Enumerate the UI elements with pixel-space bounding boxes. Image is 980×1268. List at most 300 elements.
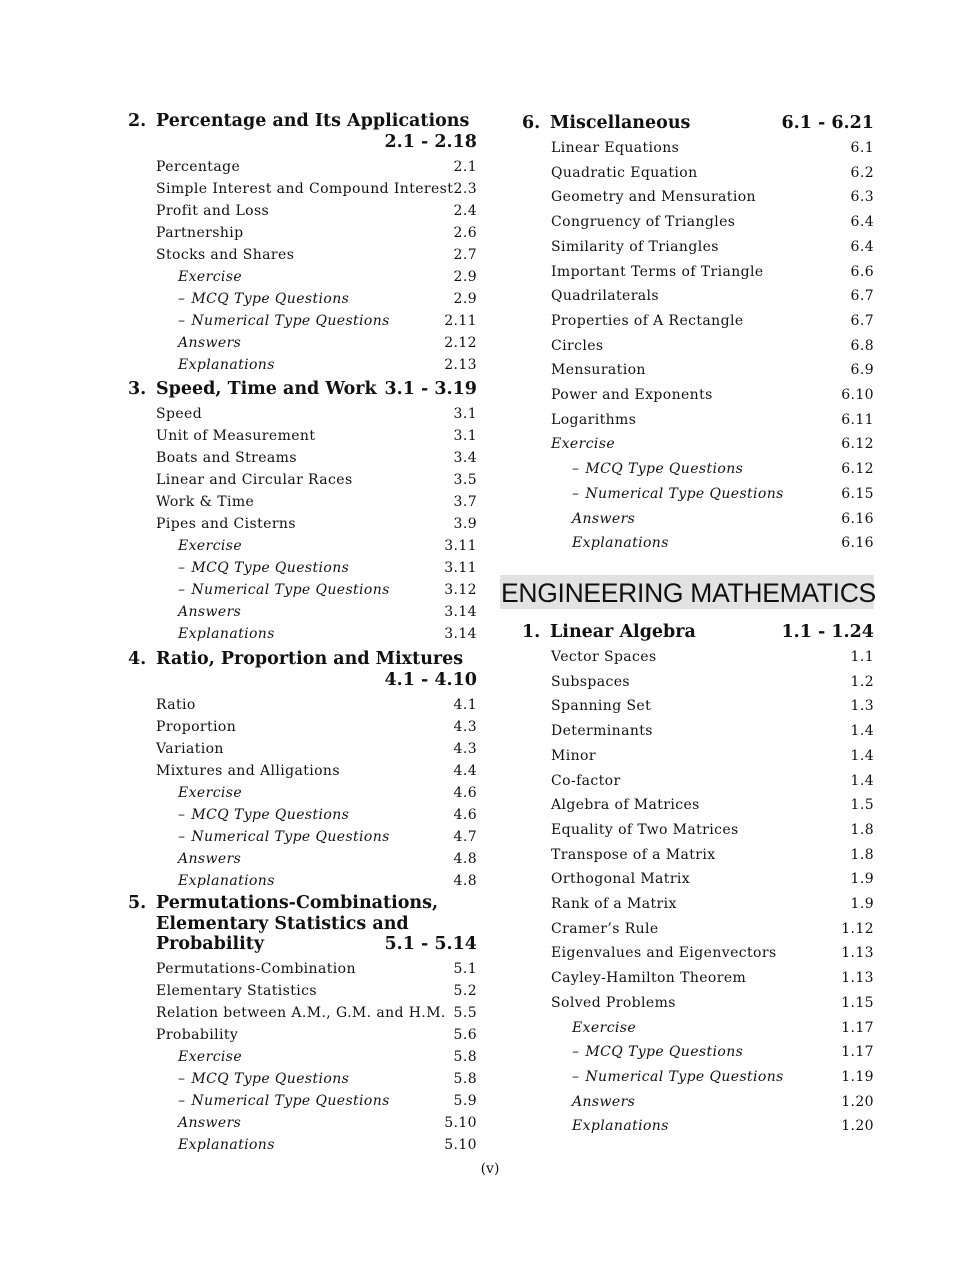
toc-entry-page: 2.12 xyxy=(444,334,477,351)
toc-entry-page: 1.8 xyxy=(850,821,874,838)
toc-entry-text: Geometry and Mensuration xyxy=(551,189,756,206)
dash-glyph: – xyxy=(572,461,580,478)
toc-entry[interactable] xyxy=(572,1093,874,1111)
toc-entry-text: Numerical Type Questions xyxy=(191,1093,390,1109)
toc-entry-text: Linear and Circular Races xyxy=(156,472,353,488)
toc-entry-text: Orthogonal Matrix xyxy=(551,871,691,888)
toc-entry-text: Numerical Type Questions xyxy=(191,312,390,329)
toc-entry-page: 6.12 xyxy=(841,436,874,453)
toc-entry[interactable] xyxy=(156,1004,477,1022)
toc-entry-label xyxy=(178,806,349,824)
toc-entry-label xyxy=(156,696,196,714)
toc-entry-page: 1.8 xyxy=(850,846,874,863)
toc-entry-page: 1.9 xyxy=(850,871,874,888)
toc-entry-label xyxy=(156,762,340,780)
dash-glyph: – xyxy=(178,312,186,329)
toc-entry-page: 1.1 xyxy=(850,649,874,665)
toc-entry-label xyxy=(551,263,764,281)
toc-entry-label xyxy=(156,202,269,220)
toc-entry-page: 3.12 xyxy=(444,582,477,598)
toc-entry-text: Numerical Type Questions xyxy=(585,485,784,502)
toc-entry[interactable] xyxy=(551,969,874,987)
chapter-number: 2. xyxy=(128,111,147,131)
toc-entry-text: Explanations xyxy=(178,356,275,373)
toc-entry-label xyxy=(551,411,636,429)
toc-entry[interactable] xyxy=(178,1070,477,1088)
toc-entry[interactable] xyxy=(178,356,477,374)
toc-entry-label xyxy=(551,722,653,740)
toc-entry-page: 2.9 xyxy=(453,290,477,307)
toc-entry-text: Circles xyxy=(551,337,604,354)
toc-entry[interactable] xyxy=(551,411,874,429)
toc-entry-page: 1.20 xyxy=(841,1118,874,1135)
toc-entry-page: 5.8 xyxy=(453,1049,477,1065)
toc-entry-page: 1.5 xyxy=(850,797,874,814)
toc-entry-page: 3.1 xyxy=(453,406,477,422)
toc-entry-label xyxy=(551,337,603,355)
dash-glyph: – xyxy=(178,290,186,307)
toc-entry[interactable] xyxy=(156,224,477,242)
toc-entry[interactable] xyxy=(551,188,874,206)
toc-entry-page: 6.12 xyxy=(841,461,874,478)
toc-entry[interactable] xyxy=(572,534,874,552)
toc-entry-label xyxy=(156,1026,238,1044)
toc-entry-page: 6.9 xyxy=(850,362,874,379)
toc-entry-label xyxy=(178,828,390,846)
toc-entry-label xyxy=(572,1019,636,1037)
toc-entry[interactable] xyxy=(156,180,477,198)
toc-entry-page: 2.11 xyxy=(444,312,477,329)
toc-entry-label xyxy=(178,312,390,330)
toc-entry[interactable] xyxy=(551,287,874,305)
toc-entry-label xyxy=(551,164,698,182)
toc-entry-text: Exercise xyxy=(178,268,243,285)
toc-entry-label xyxy=(551,386,713,404)
toc-entry[interactable] xyxy=(156,202,477,220)
toc-entry-label xyxy=(156,493,254,511)
chapter-title-line: Linear Algebra xyxy=(550,622,696,642)
toc-entry[interactable] xyxy=(551,673,874,691)
toc-entry-text: Mensuration xyxy=(551,362,646,379)
chapter-page-range: 6.1 - 6.21 xyxy=(781,113,874,133)
toc-entry-text: Vector Spaces xyxy=(551,649,657,665)
toc-entry-label xyxy=(551,994,676,1012)
toc-entry-label xyxy=(178,1136,275,1154)
chapter-title-line: Probability xyxy=(156,934,265,954)
toc-entry-text: Boats and Streams xyxy=(156,450,297,466)
chapter-title-line: Percentage and Its Applications xyxy=(156,111,470,131)
toc-entry-page: 1.2 xyxy=(850,673,874,690)
toc-entry-page: 1.12 xyxy=(841,920,874,937)
toc-entry[interactable] xyxy=(178,290,477,308)
toc-entry-text: Pipes and Cisterns xyxy=(156,516,296,532)
toc-entry-label xyxy=(178,850,241,868)
toc-entry-text: Elementary Statistics xyxy=(156,983,317,999)
toc-entry-page: 3.7 xyxy=(453,494,477,510)
toc-entry[interactable] xyxy=(178,334,477,352)
toc-entry-page: 3.4 xyxy=(453,450,477,466)
toc-entry[interactable] xyxy=(178,784,477,802)
toc-entry-page: 6.10 xyxy=(841,387,874,403)
toc-entry-page: 6.7 xyxy=(850,288,874,305)
toc-entry[interactable] xyxy=(156,740,477,758)
toc-entry[interactable] xyxy=(178,625,477,643)
toc-entry-page: 3.5 xyxy=(453,472,477,488)
toc-entry-label xyxy=(178,290,349,308)
toc-entry-text: Numerical Type Questions xyxy=(191,582,390,598)
toc-entry-text: Stocks and Shares xyxy=(156,246,295,263)
toc-entry[interactable] xyxy=(551,870,874,888)
toc-entry-text: Explanations xyxy=(178,872,275,889)
toc-entry-page: 3.1 xyxy=(453,428,477,444)
toc-entry-page: 1.17 xyxy=(841,1044,874,1061)
toc-entry[interactable] xyxy=(156,427,477,445)
toc-entry[interactable] xyxy=(178,312,477,330)
toc-entry[interactable] xyxy=(178,806,477,824)
toc-entry-page: 1.4 xyxy=(850,747,874,764)
toc-entry[interactable] xyxy=(551,648,874,666)
toc-entry-text: Subspaces xyxy=(551,673,630,690)
toc-entry-text: Probability xyxy=(156,1027,239,1043)
toc-entry[interactable] xyxy=(178,581,477,599)
toc-entry-page: 1.15 xyxy=(841,994,874,1011)
toc-entry-label xyxy=(551,188,756,206)
toc-entry[interactable] xyxy=(156,246,477,264)
toc-entry-text: Determinants xyxy=(551,723,653,740)
toc-entry-text: Answers xyxy=(178,604,242,620)
toc-entry[interactable] xyxy=(156,960,477,978)
toc-entry[interactable] xyxy=(572,460,874,478)
toc-entry-page: 3.11 xyxy=(444,560,477,576)
toc-entry-label xyxy=(178,1092,390,1110)
toc-entry[interactable] xyxy=(156,449,477,467)
toc-entry-text: Variation xyxy=(156,740,224,757)
toc-entry-page: 1.20 xyxy=(841,1093,874,1110)
toc-entry-page: 3.9 xyxy=(453,516,477,532)
chapter-number: 3. xyxy=(128,379,147,399)
toc-entry[interactable] xyxy=(156,405,477,423)
toc-entry-text: Cayley-Hamilton Theorem xyxy=(551,970,747,987)
toc-entry-page: 6.1 xyxy=(850,140,874,156)
toc-entry-page: 2.3 xyxy=(453,180,477,197)
toc-entry-page: 6.2 xyxy=(850,164,874,181)
toc-entry-text: Transpose of a Matrix xyxy=(551,846,716,863)
dash-glyph: – xyxy=(572,485,580,502)
toc-entry-page: 5.10 xyxy=(444,1137,477,1153)
toc-entry-text: Exercise xyxy=(572,1019,637,1036)
toc-entry[interactable] xyxy=(551,747,874,765)
dash-glyph: – xyxy=(178,1093,186,1109)
chapter-title-line: Permutations-Combinations, xyxy=(156,893,439,913)
toc-entry[interactable] xyxy=(572,510,874,528)
toc-entry-label xyxy=(551,870,690,888)
toc-entry-text: Cramer’s Rule xyxy=(551,920,659,937)
toc-entry[interactable] xyxy=(551,386,874,404)
toc-entry-page: 3.14 xyxy=(444,626,477,642)
toc-entry-label xyxy=(156,982,317,1000)
toc-entry[interactable] xyxy=(551,821,874,839)
toc-entry[interactable] xyxy=(551,994,874,1012)
toc-entry-text: Eigenvalues and Eigenvectors xyxy=(551,945,777,962)
toc-entry[interactable] xyxy=(178,559,477,577)
chapter-page-range: 5.1 - 5.14 xyxy=(384,934,477,954)
chapter-title xyxy=(156,111,477,132)
toc-entry-label xyxy=(178,268,242,286)
toc-entry-page: 4.7 xyxy=(453,828,477,845)
toc-entry-label xyxy=(178,581,390,599)
dash-glyph: – xyxy=(178,560,186,576)
toc-entry-page: 6.15 xyxy=(841,485,874,502)
toc-entry-label xyxy=(156,740,224,758)
toc-entry-text: Mixtures and Alligations xyxy=(156,762,340,779)
toc-entry-page: 6.7 xyxy=(850,312,874,329)
toc-entry-label xyxy=(551,287,659,305)
toc-entry-label xyxy=(156,405,202,423)
toc-entry-text: Answers xyxy=(178,850,242,867)
chapter-title-line: Miscellaneous xyxy=(550,113,691,133)
toc-entry-label xyxy=(156,158,240,176)
toc-entry[interactable] xyxy=(178,603,477,621)
toc-entry-label xyxy=(551,747,596,765)
toc-entry-text: Important Terms of Triangle xyxy=(551,263,764,280)
toc-entry-page: 1.17 xyxy=(841,1019,874,1036)
toc-entry[interactable] xyxy=(551,361,874,379)
toc-entry[interactable] xyxy=(551,772,874,790)
toc-entry-label xyxy=(572,1043,743,1061)
toc-entry-text: Relation between A.M., G.M. and H.M. xyxy=(156,1005,446,1021)
toc-entry[interactable] xyxy=(178,1136,477,1154)
toc-entry-label xyxy=(156,1004,446,1022)
toc-entry-page: 1.4 xyxy=(850,772,874,789)
toc-entry[interactable] xyxy=(572,1019,874,1037)
toc-entry-text: Quadratic Equation xyxy=(551,164,698,181)
toc-entry-text: Ratio xyxy=(156,696,196,713)
toc-entry[interactable] xyxy=(178,268,477,286)
toc-entry[interactable] xyxy=(178,850,477,868)
section-heading-band xyxy=(500,575,874,609)
toc-entry-label xyxy=(156,515,296,533)
toc-entry-text: Exercise xyxy=(178,1049,243,1065)
toc-entry[interactable] xyxy=(551,139,874,157)
toc-entry-text: MCQ Type Questions xyxy=(191,806,350,823)
toc-entry-label xyxy=(551,796,700,814)
toc-entry-text: Explanations xyxy=(178,626,275,642)
toc-entry[interactable] xyxy=(551,796,874,814)
toc-entry-page: 4.3 xyxy=(453,740,477,757)
toc-entry-label xyxy=(178,1114,241,1132)
chapter-number: 4. xyxy=(128,649,147,669)
toc-entry[interactable] xyxy=(156,718,477,736)
toc-entry-label xyxy=(178,1048,242,1066)
toc-entry[interactable] xyxy=(156,762,477,780)
toc-entry-label xyxy=(156,246,294,264)
toc-entry[interactable] xyxy=(178,872,477,890)
toc-entry-label xyxy=(551,944,777,962)
toc-entry[interactable] xyxy=(551,213,874,231)
toc-entry-page: 4.4 xyxy=(453,762,477,779)
toc-entry-label xyxy=(178,1070,349,1088)
toc-entry[interactable] xyxy=(551,164,874,182)
dash-glyph: – xyxy=(572,1068,580,1085)
toc-entry[interactable] xyxy=(551,895,874,913)
toc-entry-text: Answers xyxy=(178,1115,242,1131)
toc-entry-text: MCQ Type Questions xyxy=(191,1071,350,1087)
toc-entry[interactable] xyxy=(551,312,874,330)
dash-glyph: – xyxy=(178,828,186,845)
toc-entry[interactable] xyxy=(572,1043,874,1061)
toc-entry-page: 5.8 xyxy=(453,1071,477,1087)
toc-entry-label xyxy=(551,139,679,157)
toc-entry-page: 2.6 xyxy=(453,224,477,241)
toc-entry-text: Congruency of Triangles xyxy=(551,214,736,231)
toc-entry-page: 5.10 xyxy=(444,1115,477,1131)
page-number: (v) xyxy=(480,1161,500,1177)
toc-entry-page: 1.4 xyxy=(850,723,874,740)
toc-entry-page: 2.9 xyxy=(453,268,477,285)
toc-entry-text: Answers xyxy=(572,510,636,527)
toc-entry-text: Quadrilaterals xyxy=(551,288,660,305)
toc-entry-label xyxy=(572,1093,635,1111)
toc-entry[interactable] xyxy=(156,696,477,714)
toc-entry[interactable] xyxy=(572,1117,874,1135)
toc-entry-page: 2.13 xyxy=(444,356,477,373)
toc-entry[interactable] xyxy=(572,1068,874,1086)
chapter-page-range: 2.1 - 2.18 xyxy=(384,131,477,152)
toc-entry-text: Rank of a Matrix xyxy=(551,896,677,912)
chapter-number: 5. xyxy=(128,893,147,913)
toc-entry-label xyxy=(551,821,739,839)
toc-entry-text: MCQ Type Questions xyxy=(585,461,744,478)
toc-entry-page: 5.6 xyxy=(453,1027,477,1043)
toc-entry-page: 2.1 xyxy=(453,158,477,175)
toc-entry-label xyxy=(156,180,453,198)
toc-entry[interactable] xyxy=(178,1092,477,1110)
toc-entry[interactable] xyxy=(551,697,874,715)
toc-entry-text: Answers xyxy=(178,334,242,351)
toc-entry-page: 6.8 xyxy=(850,337,874,354)
toc-entry-label xyxy=(551,895,677,913)
toc-entry-page: 1.13 xyxy=(841,970,874,987)
dash-glyph: – xyxy=(178,806,186,823)
dash-glyph: – xyxy=(178,1071,186,1087)
toc-entry[interactable] xyxy=(156,982,477,1000)
chapter-title-line: Ratio, Proportion and Mixtures xyxy=(156,649,464,669)
toc-entry-page: 5.9 xyxy=(453,1093,477,1109)
toc-entry-page: 6.6 xyxy=(850,263,874,280)
toc-entry-label xyxy=(178,537,242,555)
toc-entry[interactable] xyxy=(156,471,477,489)
toc-entry-page: 1.13 xyxy=(841,945,874,962)
dash-glyph: – xyxy=(178,582,186,598)
toc-entry-page: 4.6 xyxy=(453,784,477,801)
chapter-title xyxy=(156,649,477,670)
toc-entry-text: Numerical Type Questions xyxy=(585,1068,784,1085)
toc-entry-label xyxy=(156,224,244,242)
toc-entry-text: Equality of Two Matrices xyxy=(551,821,739,838)
chapter-title-line: Elementary Statistics and xyxy=(156,913,409,934)
toc-entry-page: 4.1 xyxy=(453,696,477,713)
toc-entry-page: 5.5 xyxy=(453,1005,477,1021)
toc-entry-page: 6.16 xyxy=(841,510,874,527)
toc-entry[interactable] xyxy=(551,944,874,962)
toc-entry-text: Exercise xyxy=(178,538,243,554)
toc-entry-text: Speed xyxy=(156,406,203,422)
toc-entry[interactable] xyxy=(551,920,874,938)
toc-entry[interactable] xyxy=(551,263,874,281)
toc-entry-text: Spanning Set xyxy=(551,698,652,715)
toc-entry[interactable] xyxy=(156,493,477,511)
toc-entry-page: 5.2 xyxy=(453,983,477,999)
toc-entry-page: 6.4 xyxy=(850,238,874,255)
toc-entry-label xyxy=(178,334,241,352)
toc-entry-text: Properties of A Rectangle xyxy=(551,312,744,329)
toc-entry-text: MCQ Type Questions xyxy=(191,560,350,576)
toc-entry-text: Exercise xyxy=(551,436,616,453)
toc-entry-label xyxy=(551,213,735,231)
toc-entry-text: Linear Equations xyxy=(551,140,680,156)
toc-entry-label xyxy=(572,1068,784,1086)
toc-entry[interactable] xyxy=(178,828,477,846)
toc-entry-page: 4.6 xyxy=(453,806,477,823)
toc-entry[interactable] xyxy=(572,485,874,503)
toc-entry-page: 6.16 xyxy=(841,535,874,552)
toc-entry-label xyxy=(178,625,275,643)
toc-entry-page: 1.19 xyxy=(841,1068,874,1085)
toc-entry-text: Solved Problems xyxy=(551,994,676,1011)
toc-entry-page: 6.3 xyxy=(850,189,874,206)
toc-entry[interactable] xyxy=(156,158,477,176)
toc-entry[interactable] xyxy=(178,1114,477,1132)
toc-entry-label xyxy=(156,960,356,978)
toc-entry[interactable] xyxy=(551,435,874,453)
toc-entry-label xyxy=(551,697,651,715)
toc-entry-label xyxy=(551,648,657,666)
toc-entry-page: 4.8 xyxy=(453,850,477,867)
toc-entry-label xyxy=(156,427,315,445)
toc-entry-label xyxy=(178,872,275,890)
toc-entry[interactable] xyxy=(178,537,477,555)
toc-entry-label xyxy=(551,920,659,938)
toc-entry-label xyxy=(551,846,716,864)
toc-entry-page: 2.4 xyxy=(453,202,477,219)
toc-entry-text: Minor xyxy=(551,747,596,764)
toc-entry-text: Simple Interest and Compound Interest xyxy=(156,180,454,197)
toc-entry-text: Answers xyxy=(572,1093,636,1110)
toc-entry[interactable] xyxy=(551,846,874,864)
toc-entry-page: 3.11 xyxy=(444,538,477,554)
toc-entry-label xyxy=(551,435,615,453)
toc-entry[interactable] xyxy=(551,722,874,740)
toc-entry-text: Permutations-Combination xyxy=(156,961,356,977)
toc-entry-page: 3.14 xyxy=(444,604,477,620)
toc-entry-text: Percentage xyxy=(156,158,241,175)
chapter-page-range: 1.1 - 1.24 xyxy=(781,622,874,642)
toc-entry-label xyxy=(572,485,784,503)
toc-entry-text: Exercise xyxy=(178,784,243,801)
toc-entry[interactable] xyxy=(551,238,874,256)
toc-entry-label xyxy=(178,603,241,621)
toc-entry[interactable] xyxy=(178,1048,477,1066)
toc-entry[interactable] xyxy=(551,337,874,355)
toc-entry-text: Similarity of Triangles xyxy=(551,238,719,255)
toc-entry[interactable] xyxy=(156,515,477,533)
toc-entry-label xyxy=(156,449,297,467)
toc-entry-text: Unit of Measurement xyxy=(156,428,316,444)
toc-entry[interactable] xyxy=(156,1026,477,1044)
toc-entry-text: Profit and Loss xyxy=(156,202,270,219)
toc-entry-text: Co-factor xyxy=(551,772,621,789)
toc-entry-page: 1.9 xyxy=(850,896,874,912)
